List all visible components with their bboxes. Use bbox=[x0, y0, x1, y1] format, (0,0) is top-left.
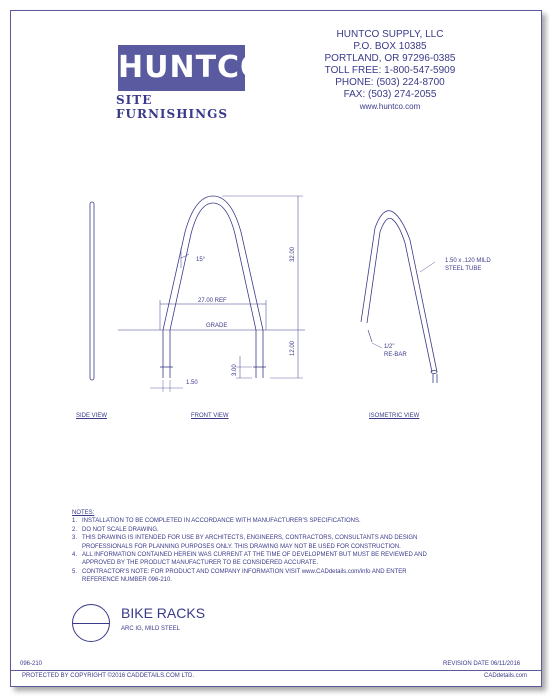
note-item: 4. ALL INFORMATION CONTAINED HEREIN WAS CURRENT AT THE TIME OF DEVELOPMENT BUT MUST BE REVIEWED AND APPROVED BY THE PRODUCT MANUFACTURER TO BE CONSIDERED ACCURATE. bbox=[72, 552, 427, 567]
phone: PHONE: (503) 224-8700 bbox=[335, 77, 445, 88]
general-notes bbox=[72, 509, 432, 585]
toll-free: TOLL FREE: 1-800-547-5909 bbox=[324, 65, 456, 76]
rebar-callout-2: RE-BAR bbox=[384, 352, 407, 358]
reference-number: 096-210 bbox=[20, 661, 43, 667]
grade-label: GRADE bbox=[206, 323, 228, 329]
height-label: 32.00 bbox=[290, 246, 296, 262]
note-item: 1. INSTALLATION TO BE COMPLETED IN ACCORDANCE WITH MANUFACTURER'S SPECIFICATIONS. bbox=[72, 518, 361, 525]
city-line: PORTLAND, OR 97296-0385 bbox=[324, 53, 456, 64]
side-view-label: SIDE VIEW bbox=[76, 413, 108, 419]
copyright-text: PROTECTED BY COPYRIGHT ©2016 CADDETAILS.COM LTD. bbox=[22, 673, 195, 679]
company-name: HUNTCO SUPPLY, LLC bbox=[336, 29, 444, 40]
logo-subtitle: SITE FURNISHINGS bbox=[116, 93, 229, 121]
note-item: 5. CONTRACTOR'S NOTE: FOR PRODUCT AND COMPANY INFORMATION VISIT www.CADdetails.com/info AND ENTER REFERENCE NUMBER 096-210. bbox=[72, 568, 407, 584]
drawing-title: BIKE RACKS bbox=[121, 605, 206, 621]
fax: FAX: (503) 274-2055 bbox=[343, 89, 437, 100]
tube-callout-2: STEEL TUBE bbox=[445, 266, 482, 272]
website-link[interactable]: www.huntco.com bbox=[359, 102, 421, 111]
footing-label: 3.00 bbox=[232, 364, 238, 376]
notes-header: NOTES: bbox=[72, 510, 95, 516]
side-view-post bbox=[90, 202, 94, 380]
tube-offset-label: 1.50 bbox=[186, 380, 198, 386]
huntco-logo: HUNTCO bbox=[118, 45, 245, 91]
footer-divider bbox=[10, 670, 542, 671]
revision-date: REVISION DATE 06/11/2016 bbox=[443, 661, 521, 667]
title-symbol bbox=[72, 604, 110, 642]
note-item: 2. DO NOT SCALE DRAWING. bbox=[72, 526, 159, 533]
rebar-callout-1: 1/2" bbox=[384, 344, 395, 350]
note-item: 3. THIS DRAWING IS INTENDED FOR USE BY ARCHITECTS, ENGINEERS, CONTRACTORS, CONSULTANTS AND DESIGN PROFESSIONALS FOR PLANNING PURPOSES ONLY. THIS DRAWING MAY NOT BE USED FOR CONSTRUCTION. bbox=[72, 535, 418, 550]
tube-callout-1: 1.50 x .120 MILD bbox=[445, 258, 491, 264]
caddetails-link[interactable]: CADdetails.com bbox=[484, 673, 528, 679]
width-label: 27.00 REF bbox=[198, 298, 227, 304]
front-view-label: FRONT VIEW bbox=[191, 413, 229, 419]
embed-label: 12.00 bbox=[290, 340, 296, 356]
angle-label: 15° bbox=[196, 257, 206, 263]
front-view-rack bbox=[118, 196, 305, 392]
drawing-subtitle: ARC IG, MILD STEEL bbox=[121, 626, 181, 632]
po-box: P.O. BOX 10385 bbox=[353, 41, 427, 52]
isometric-view-label: ISOMETRIC VIEW bbox=[369, 413, 420, 419]
